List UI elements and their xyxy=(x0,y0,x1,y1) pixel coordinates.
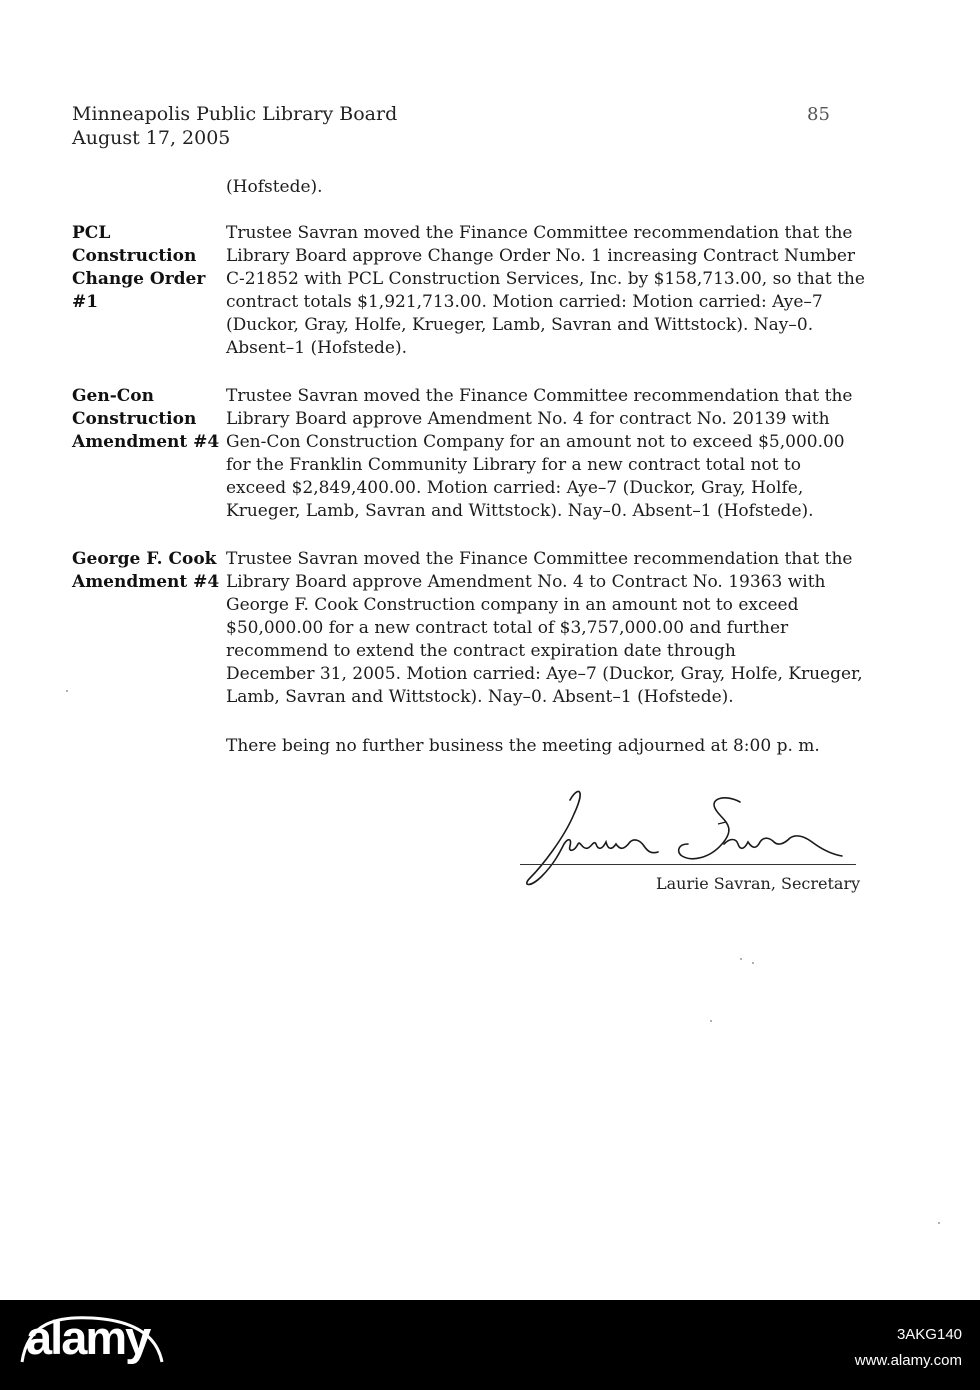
item-text xyxy=(226,548,863,709)
item-text-line: C-21852 with PCL Construction Services, Inc. by $158,713.00, so that the xyxy=(226,269,865,289)
item-label-line: Gen-Con xyxy=(72,386,154,406)
item-label-line: Amendment #4 xyxy=(72,572,220,592)
meeting-date: August 17, 2005 xyxy=(72,127,231,149)
signature-caption: Laurie Savran, Secretary xyxy=(656,874,861,893)
scan-speck xyxy=(710,1020,712,1022)
signature-line xyxy=(520,864,856,865)
item-text-line: $50,000.00 for a new contract total of $3,757,000.00 and further xyxy=(226,618,789,638)
item-text-line: recommend to extend the contract expiration date through xyxy=(226,641,736,661)
item-label-line: Change Order xyxy=(72,269,206,289)
item-text-line: Library Board approve Amendment No. 4 to Contract No. 19363 with xyxy=(226,572,826,592)
item-text-line: Absent–1 (Hofstede). xyxy=(226,338,408,358)
item-label-line: Construction xyxy=(72,246,197,266)
continuation-text: (Hofstede). xyxy=(226,177,323,197)
item-text-line: Trustee Savran moved the Finance Committee recommendation that the xyxy=(226,386,853,406)
item-label-line: Amendment #4 xyxy=(72,432,220,452)
item-text-line: for the Franklin Community Library for a new contract total not to xyxy=(226,455,801,475)
item-text-line: Trustee Savran moved the Finance Committee recommendation that the xyxy=(226,223,853,243)
item-label xyxy=(72,222,218,314)
item-text-line: Lamb, Savran and Wittstock). Nay–0. Absent–1 (Hofstede). xyxy=(226,687,734,707)
item-label-line: George F. Cook xyxy=(72,549,217,569)
item-label xyxy=(72,385,218,454)
item-text-line: exceed $2,849,400.00. Motion carried: Aye–7 (Duckor, Gray, Holfe, xyxy=(226,478,804,498)
item-text-line: Trustee Savran moved the Finance Committee recommendation that the xyxy=(226,549,853,569)
item-text-line: Gen-Con Construction Company for an amount not to exceed $5,000.00 xyxy=(226,432,845,452)
scan-speck xyxy=(66,690,68,692)
item-text-line: (Duckor, Gray, Holfe, Krueger, Lamb, Savran and Wittstock). Nay–0. xyxy=(226,315,814,335)
organization-name: Minneapolis Public Library Board xyxy=(72,103,398,125)
item-text-line: Library Board approve Change Order No. 1 increasing Contract Number xyxy=(226,246,856,266)
adjournment-text: There being no further business the meeting adjourned at 8:00 p. m. xyxy=(226,736,820,756)
page-header xyxy=(72,102,397,150)
item-label-line: #1 xyxy=(72,292,99,312)
scan-speck xyxy=(740,958,742,960)
stock-watermark-bar xyxy=(0,1300,980,1390)
scan-speck xyxy=(938,1222,940,1224)
page-number: 85 xyxy=(807,104,830,125)
item-label-line: PCL xyxy=(72,223,111,243)
item-text xyxy=(226,385,853,523)
site-url: www.alamy.com xyxy=(854,1352,962,1369)
item-text xyxy=(226,222,865,360)
brand-wordmark: alamy xyxy=(26,1311,150,1364)
item-label-line: Construction xyxy=(72,409,197,429)
item-text-line: Library Board approve Amendment No. 4 for contract No. 20139 with xyxy=(226,409,830,429)
item-text-line: George F. Cook Construction company in an amount not to exceed xyxy=(226,595,799,615)
item-label xyxy=(72,548,218,594)
image-id: 3AKG140 xyxy=(896,1326,962,1343)
item-text-line: December 31, 2005. Motion carried: Aye–7 (Duckor, Gray, Holfe, Krueger, xyxy=(226,664,863,684)
item-text-line: Krueger, Lamb, Savran and Wittstock). Nay–0. Absent–1 (Hofstede). xyxy=(226,501,814,521)
scan-speck xyxy=(752,962,754,964)
item-text-line: contract totals $1,921,713.00. Motion carried: Motion carried: Aye–7 xyxy=(226,292,823,312)
